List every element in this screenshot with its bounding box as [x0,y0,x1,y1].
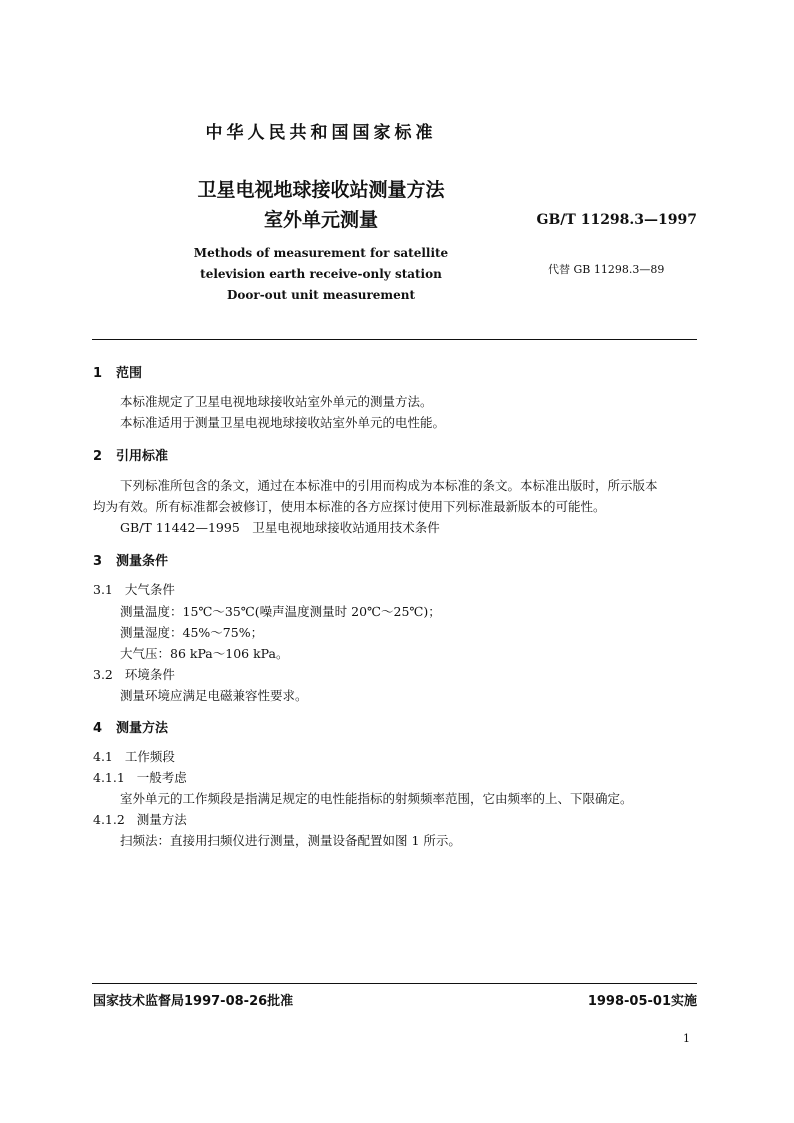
subsection-title: 一般考虑 [136,770,187,785]
section-number: 3 [93,554,103,569]
subsection-number: 3.1 [93,582,113,597]
subsection-number: 4.1.1 [93,770,125,785]
chinese-title-line-1: 卫星电视地球接收站测量方法 [197,179,445,201]
subsection-title: 工作频段 [124,749,175,764]
subsection-3-1-heading [93,580,175,598]
standard-number: GB/T 11298.3—1997 [536,212,697,228]
subsection-4-1-2-heading [93,810,187,828]
english-title-line-1: Methods of measurement for satellite [193,246,449,260]
national-standard-title: 中华人民共和国国家标准 [205,123,437,143]
subsection-title: 测量方法 [136,812,187,827]
subsection-number: 4.1 [93,749,113,764]
subsection-title: 大气条件 [124,582,175,597]
section-3-heading [93,550,168,569]
normative-paragraph-line-1: 下列标准所包含的条文，通过在本标准中的引用而构成为本标准的条文。本标准出版时，所示版本 [120,478,658,493]
english-title-line-3: Door-out unit measurement [226,288,416,302]
subsection-number: 4.1.2 [93,812,125,827]
section-number: 1 [93,366,103,381]
section-title: 引用标准 [116,449,169,464]
normative-reference: GB/T 11442—1995 卫星电视地球接收站通用技术条件 [120,520,440,535]
scope-paragraph-1: 本标准规定了卫星电视地球接收站室外单元的测量方法。 [120,394,433,409]
section-title: 范围 [116,366,143,381]
sweep-method-text: 扫频法：直接用扫频仪进行测量，测量设备配置如图 1 所示。 [120,833,461,848]
section-title: 测量方法 [116,721,169,736]
issuance-statement: 国家技术监督局1997-08-26批准 [93,994,294,1009]
general-consideration-text: 室外单元的工作频段是指满足规定的电性能指标的射频频率范围，它由频率的上、下限确定。 [120,791,633,806]
section-4-heading [93,717,168,736]
subsection-4-1-heading [93,747,175,765]
english-title-line-2: television earth receive-only station [200,267,442,281]
footer-divider [92,983,697,984]
pressure-condition: 大气压：86 kPa～106 kPa。 [120,646,289,661]
subsection-number: 3.2 [93,667,113,682]
section-2-heading [93,445,168,464]
section-number: 2 [93,449,103,464]
subsection-4-1-1-heading [93,768,187,786]
section-title: 测量条件 [116,554,169,569]
normative-paragraph-line-2: 均为有效。所有标准都会被修订，使用本标准的各方应探讨使用下列标准最新版本的可能性。 [93,499,606,514]
environment-condition: 测量环境应满足电磁兼容性要求。 [120,688,308,703]
temperature-condition: 测量温度：15℃～35℃(噪声温度测量时 20℃～25℃)； [120,604,441,619]
scope-paragraph-2: 本标准适用于测量卫星电视地球接收站室外单元的电性能。 [120,415,446,430]
header-divider [92,339,697,340]
replaces-standard: 代替 GB 11298.3—89 [548,263,665,276]
chinese-title-line-2: 室外单元测量 [263,209,378,231]
page-number: 1 [683,1032,690,1045]
section-number: 4 [93,721,103,736]
implementation-date: 1998-05-01实施 [587,994,697,1009]
subsection-title: 环境条件 [124,667,175,682]
humidity-condition: 测量湿度：45%～75%； [120,625,264,640]
section-1-heading [93,362,142,381]
subsection-3-2-heading [93,665,175,683]
